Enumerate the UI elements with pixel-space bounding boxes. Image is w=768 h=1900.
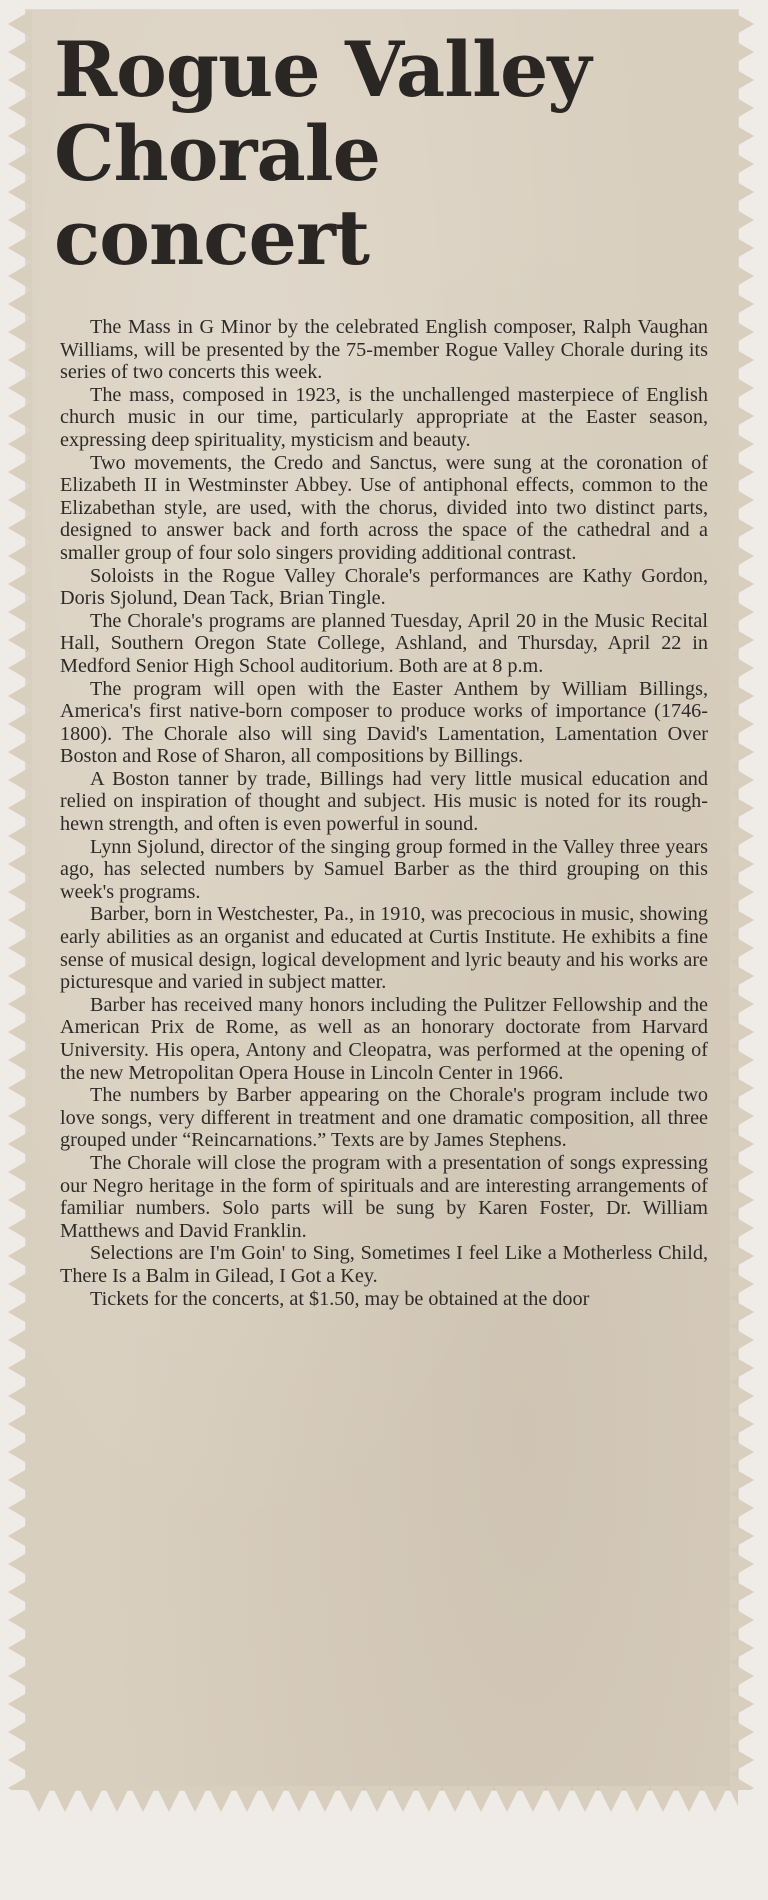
paragraph: The mass, composed in 1923, is the unchallenged masterpiece of English church music in our time, particularly appropriate at the Easter season, expressing deep spirituality, mysticism and beauty.: [60, 383, 708, 451]
paragraph: Lynn Sjolund, director of the singing group formed in the Valley three years ago, has selected numbers by Samuel Barber as the third grouping on this week's programs.: [60, 835, 708, 903]
paragraph: The numbers by Barber appearing on the Chorale's program include two love songs, very different in treatment and one dramatic composition, all three grouped under “Reincarnations.” Texts are by James Stephens.: [60, 1084, 708, 1152]
paragraph: Tickets for the concerts, at $1.50, may be obtained at the door: [90, 1287, 590, 1310]
headline: [26, 10, 738, 280]
paragraph: The Chorale's programs are planned Tuesday, April 20 in the Music Recital Hall, Southern Oregon State College, Ashland, and Thursday, April 22 in Medford Senior High School auditorium. Both are at 8 p.m.: [60, 609, 708, 677]
paragraph: Two movements, the Credo and Sanctus, were sung at the coronation of Elizabeth II in Westminster Abbey. Use of antiphonal effects, common to the Elizabethan style, are used, with the chorus, divided into two distinct parts, designed to answer back and forth across the space of the cathedral and a smaller group of four solo singers providing additional contrast.: [60, 451, 708, 564]
paragraph: The Mass in G Minor by the celebrated English composer, Ralph Vaughan Williams, will be presented by the 75-member Rogue Valley Chorale during its series of two concerts this week.: [60, 316, 708, 384]
newspaper-clipping: [26, 10, 738, 1790]
paragraph: Barber, born in Westchester, Pa., in 1910, was precocious in music, showing early abilities as an organist and educated at Curtis Institute. He exhibits a fine sense of musical design, logical development and lyric beauty and his works are picturesque and varied in subject matter.: [60, 903, 708, 994]
left-torn-edge: [4, 10, 32, 1790]
paragraph: A Boston tanner by trade, Billings had very little musical education and relied on inspiration of thought and subject. His music is noted for its rough-hewn strength, and often is even powerful in sound.: [60, 767, 708, 836]
paragraph: The program will open with the Easter Anthem by William Billings, America's first native-born composer to produce works of importance (1746-1800). The Chorale also will sing David's Lamentation, Lamentation Over Boston and Rose of Sharon, all compositions by Billings.: [60, 677, 708, 768]
headline-line-2: Chorale concert: [54, 109, 380, 282]
right-torn-edge: [730, 10, 758, 1790]
paragraph: Barber has received many honors including the Pulitzer Fellowship and the American Prix de Rome, as well as an honorary doctorate from Harvard University. His opera, Antony and Cleopatra, was performed at the opening of the new Metropolitan Opera House in Lincoln Center in 1966.: [60, 993, 708, 1084]
paragraph: Soloists in the Rogue Valley Chorale's performances are Kathy Gordon, Doris Sjolund, Dean Tack, Brian Tingle.: [60, 564, 708, 610]
paragraph: The Chorale will close the program with a presentation of songs expressing our Negro heritage in the form of spirituals and are interesting arrangements of familiar numbers. Solo parts will be sung by Karen Foster, Dr. William Matthews and David Franklin.: [60, 1151, 708, 1242]
bottom-torn-edge: [26, 1786, 738, 1816]
headline-line-1: Rogue Valley: [54, 25, 591, 114]
article-body: [26, 280, 738, 1310]
paragraph: Selections are I'm Goin' to Sing, Sometimes I feel Like a Motherless Child, There Is a Balm in Gilead, I Got a Key.: [60, 1242, 708, 1287]
